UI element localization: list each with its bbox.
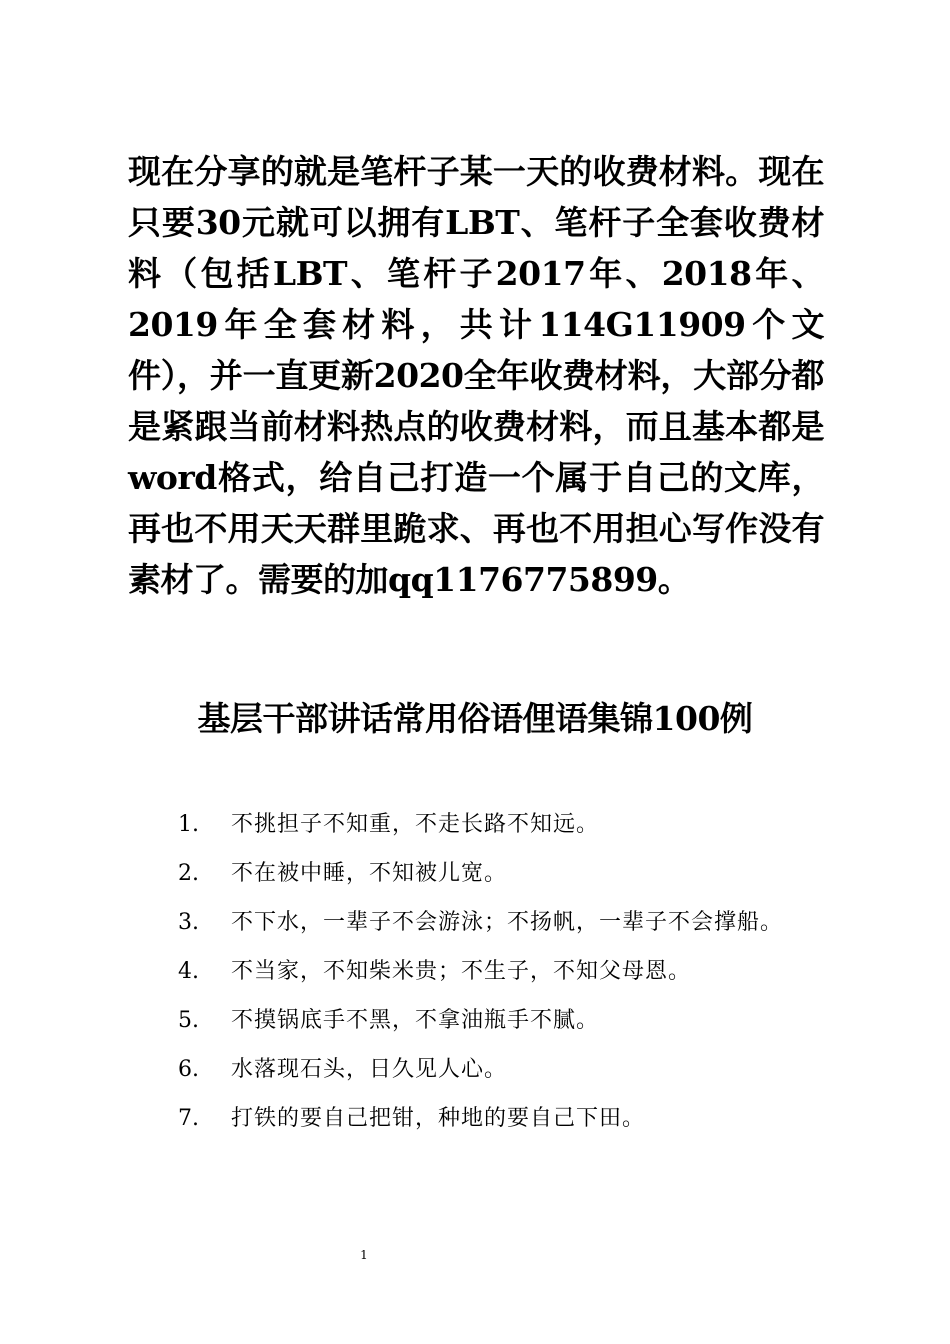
item-text: 不当家，不知柴米贵；不生子，不知父母恩。 [231, 959, 692, 984]
item-number: 1. [178, 812, 199, 837]
proverb-list [128, 800, 824, 1143]
item-number: 5. [178, 1008, 199, 1033]
list-item [128, 996, 824, 1045]
item-number: 4. [178, 959, 199, 984]
intro-paragraph: 现在分享的就是笔杆子某一天的收费材料。现在只要30元就可以拥有LBT、笔杆子全套收费材料（包括LBT、笔杆子2017年、2018年、2019年全套材料，共计114G11909个文件），并一直更新2020全年收费材料，大部分都是紧跟当前材料热点的收费材料，而且基本都是word格式，给自己打造一个属于自己的文库，再也不用天天群里跪求、再也不用担心写作没有素材了。需要的加qq1176775899。 [128, 152, 824, 599]
item-text: 不下水，一辈子不会游泳；不扬帆，一辈子不会撑船。 [231, 910, 784, 935]
item-text: 不挑担子不知重，不走长路不知远。 [231, 812, 600, 837]
item-number: 2. [178, 861, 199, 886]
item-text: 不摸锅底手不黑，不拿油瓶手不腻。 [231, 1008, 600, 1033]
item-text: 水落现石头，日久见人心。 [231, 1057, 508, 1082]
item-number: 3. [178, 910, 199, 935]
document-title: 基层干部讲话常用俗语俚语集锦100例 [197, 699, 753, 738]
list-item [128, 849, 824, 898]
item-number: 7. [178, 1106, 199, 1131]
page-number: 1 [360, 1248, 368, 1262]
list-item [128, 947, 824, 996]
list-item [128, 1045, 824, 1094]
item-text: 不在被中睡，不知被儿宽。 [231, 861, 508, 886]
list-item [128, 800, 824, 849]
list-item [128, 898, 824, 947]
item-text: 打铁的要自己把钳，种地的要自己下田。 [231, 1106, 646, 1131]
item-number: 6. [178, 1057, 199, 1082]
list-item [128, 1094, 824, 1143]
